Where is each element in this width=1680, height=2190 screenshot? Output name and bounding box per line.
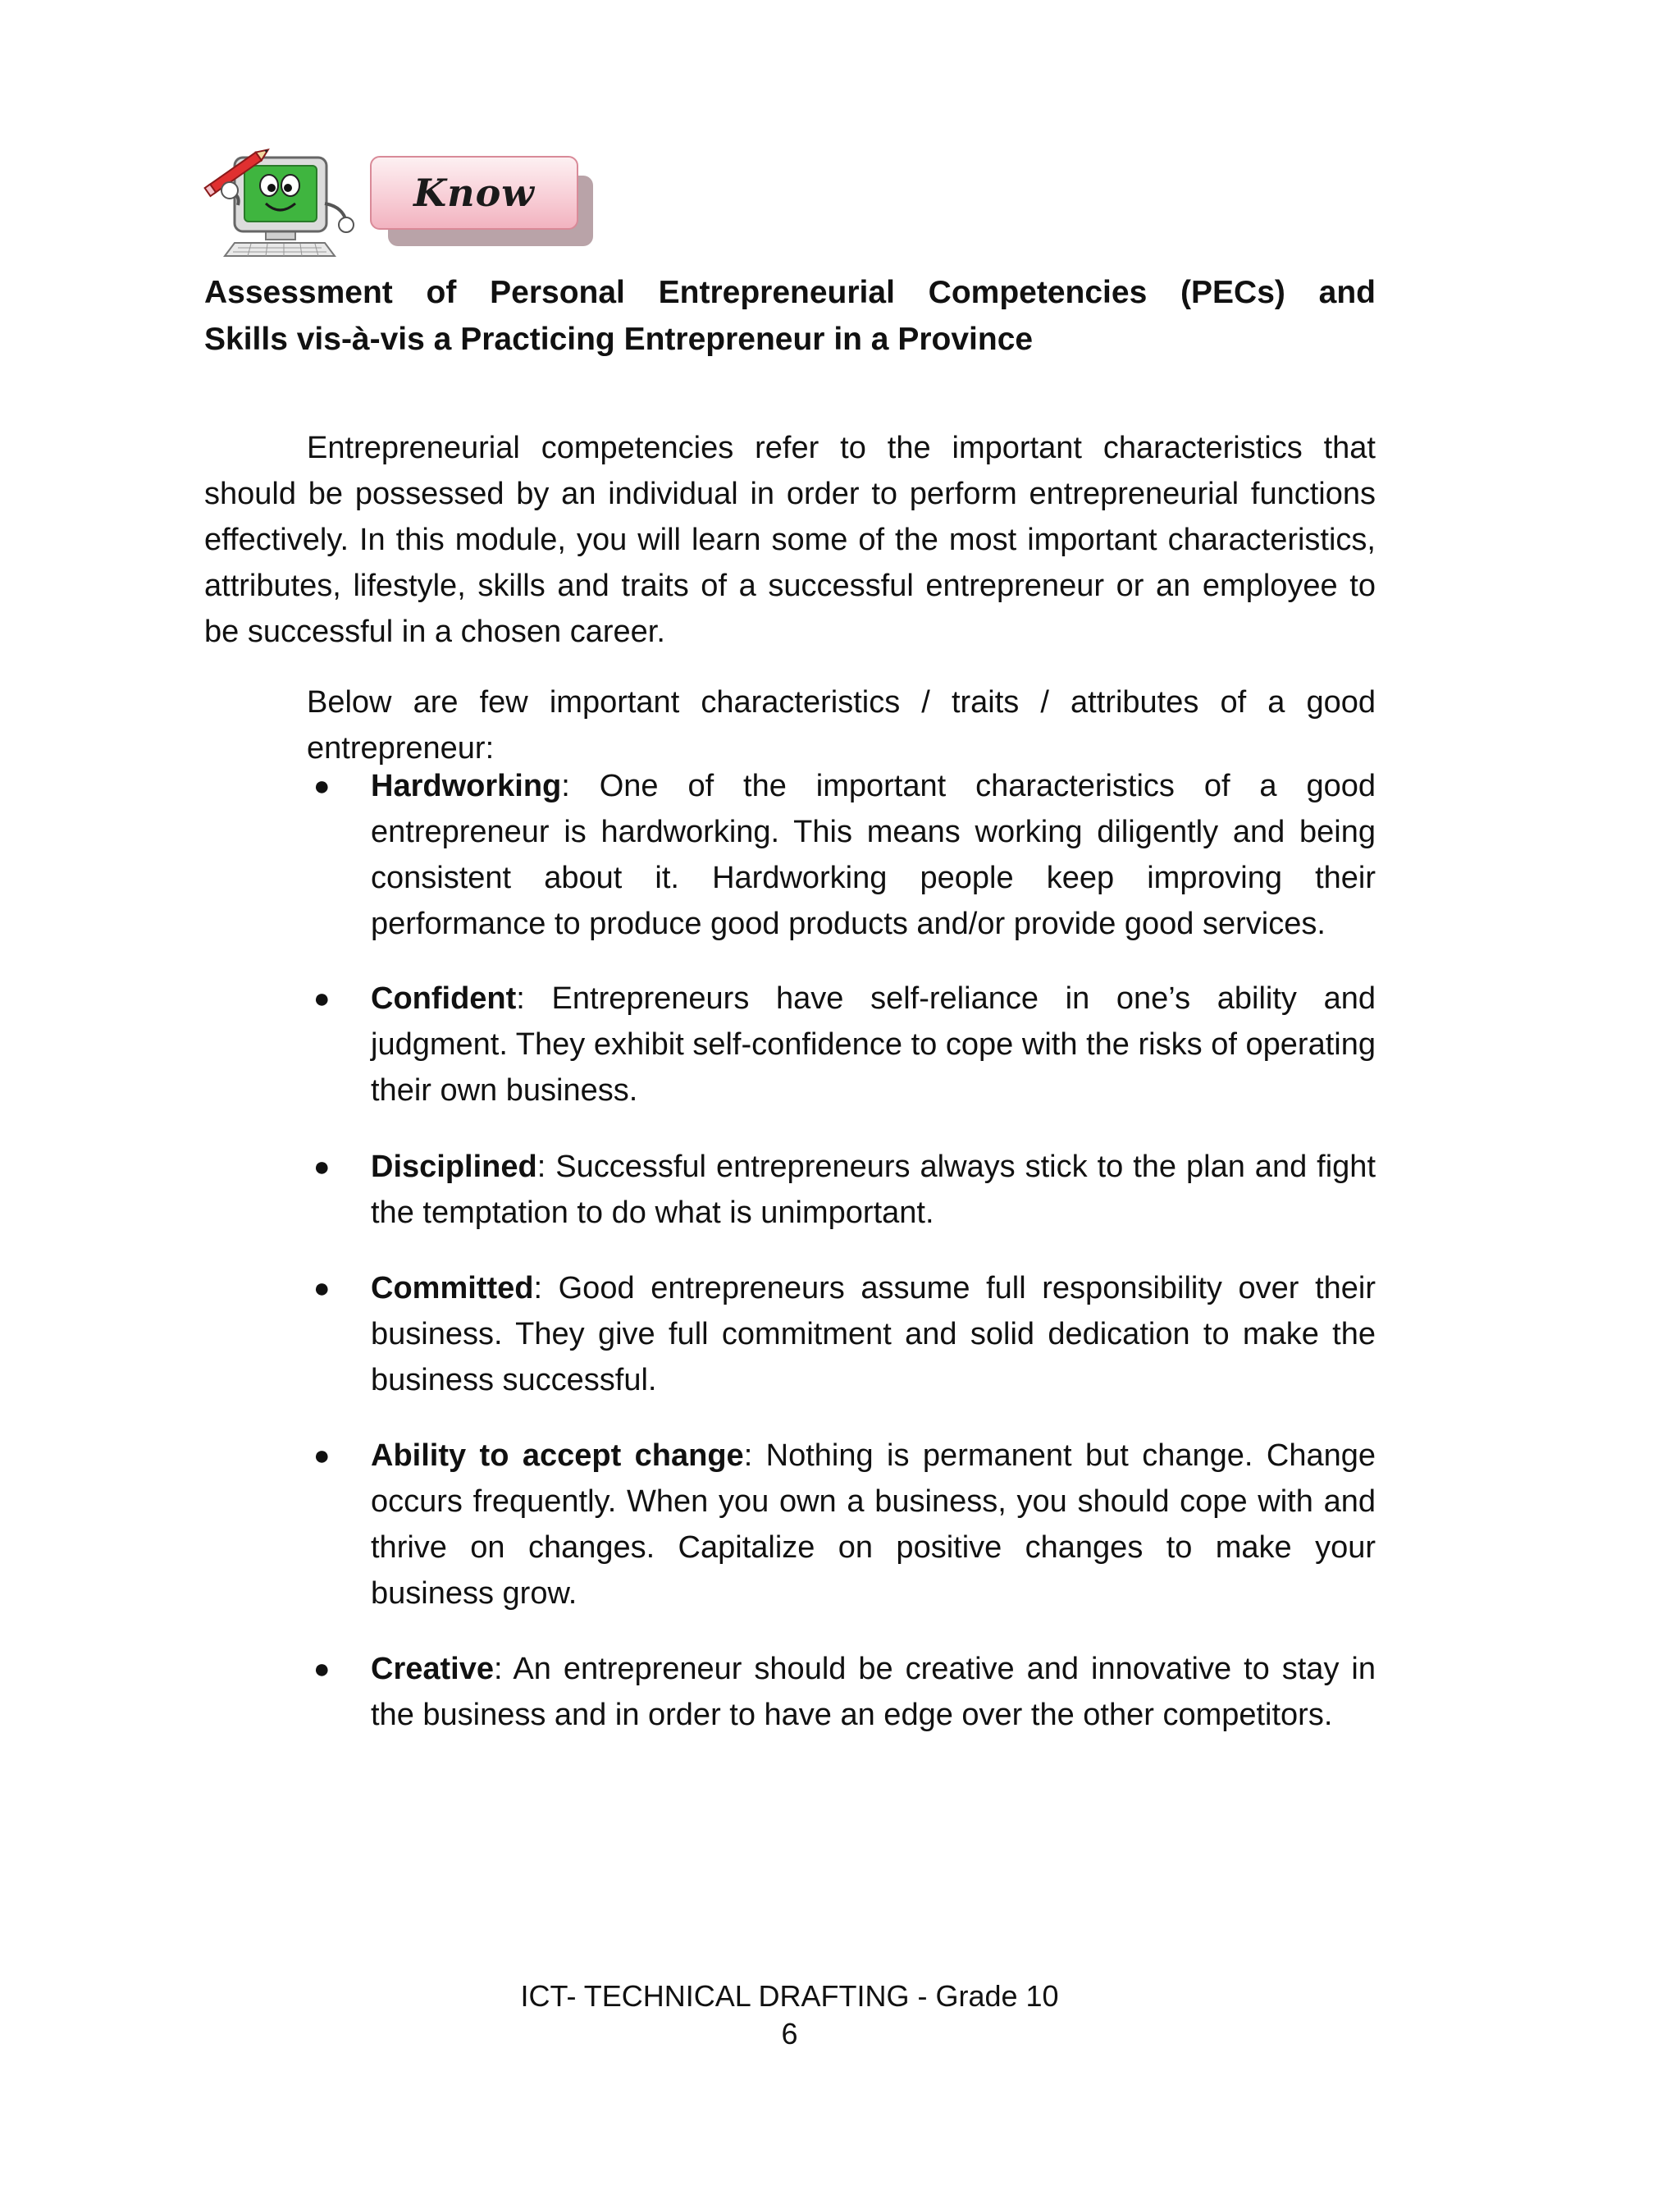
bullet-icon: ● bbox=[313, 1273, 331, 1304]
intro-paragraph: Entrepreneurial competencies refer to the important characteristics that should be possessed by an individual in order to perform entrepreneurial functions effectively. In this module, you will learn some of the most important characteristics, attributes, lifestyle, skills and traits of a successful entrepreneur or an employee to be successful in a chosen career. bbox=[204, 431, 1376, 649]
bullet-icon: ● bbox=[313, 770, 331, 802]
trait-description: : Successful entrepreneurs always stick to the plan and fight the temptation to do what is unimportant. bbox=[371, 1150, 1376, 1230]
trait-term: Ability to accept change bbox=[371, 1438, 744, 1473]
bullet-icon: ● bbox=[313, 1151, 331, 1182]
trait-description: : Good entrepreneurs assume full responsibility over their business. They give full commitment and solid dedication to make the business successful. bbox=[371, 1271, 1376, 1397]
trait-term: Confident bbox=[371, 981, 517, 1016]
list-intro-paragraph: Below are few important characteristics / traits / attributes of a good entrepreneur: bbox=[307, 685, 1376, 766]
list-item bbox=[307, 1646, 1376, 1738]
computer-mascot-with-pencil-icon bbox=[202, 146, 366, 261]
traits-list bbox=[307, 763, 1376, 1738]
page-number: 6 bbox=[781, 2017, 798, 2051]
page-footer bbox=[0, 1977, 1579, 2053]
section-title bbox=[204, 269, 1376, 363]
section-header bbox=[202, 139, 612, 263]
list-item bbox=[307, 976, 1376, 1113]
trait-term: Disciplined bbox=[371, 1150, 537, 1184]
footer-course: ICT- TECHNICAL DRAFTING - Grade 10 bbox=[520, 1979, 1059, 2013]
section-title-line-2: Skills vis-à-vis a Practicing Entrepreneur in a Province bbox=[204, 322, 1034, 357]
list-item bbox=[307, 763, 1376, 947]
list-item bbox=[307, 1433, 1376, 1616]
trait-description: : Entrepreneurs have self-reliance in one’s ability and judgment. They exhibit self-confidence to cope with the risks of operating their own business. bbox=[371, 981, 1376, 1108]
list-item bbox=[307, 1144, 1376, 1236]
badge-label: Know bbox=[413, 171, 535, 215]
trait-description: : One of the important characteristics of a good entrepreneur is hardworking. This means working diligently and being consistent about it. Hardworking people keep improving their performance to produce good products and/or provide good services. bbox=[371, 769, 1376, 941]
badge-box bbox=[370, 156, 578, 230]
list-item bbox=[307, 1265, 1376, 1403]
bullet-icon: ● bbox=[313, 983, 331, 1014]
trait-description: : An entrepreneur should be creative and innovative to stay in the business and in order to have an edge over the other competitors. bbox=[371, 1652, 1376, 1732]
trait-description: : Nothing is permanent but change. Change occurs frequently. When you own a business, you should cope with and thrive on changes. Capitalize on positive changes to make your business grow. bbox=[371, 1438, 1376, 1611]
trait-term: Creative bbox=[371, 1652, 494, 1686]
bullet-icon: ● bbox=[313, 1440, 331, 1471]
know-badge bbox=[370, 156, 604, 246]
bullet-icon: ● bbox=[313, 1653, 331, 1685]
trait-term: Hardworking bbox=[371, 769, 562, 803]
section-title-line-1: Assessment of Personal Entrepreneurial Competencies (PECs) and bbox=[204, 275, 1376, 310]
trait-term: Committed bbox=[371, 1271, 534, 1305]
